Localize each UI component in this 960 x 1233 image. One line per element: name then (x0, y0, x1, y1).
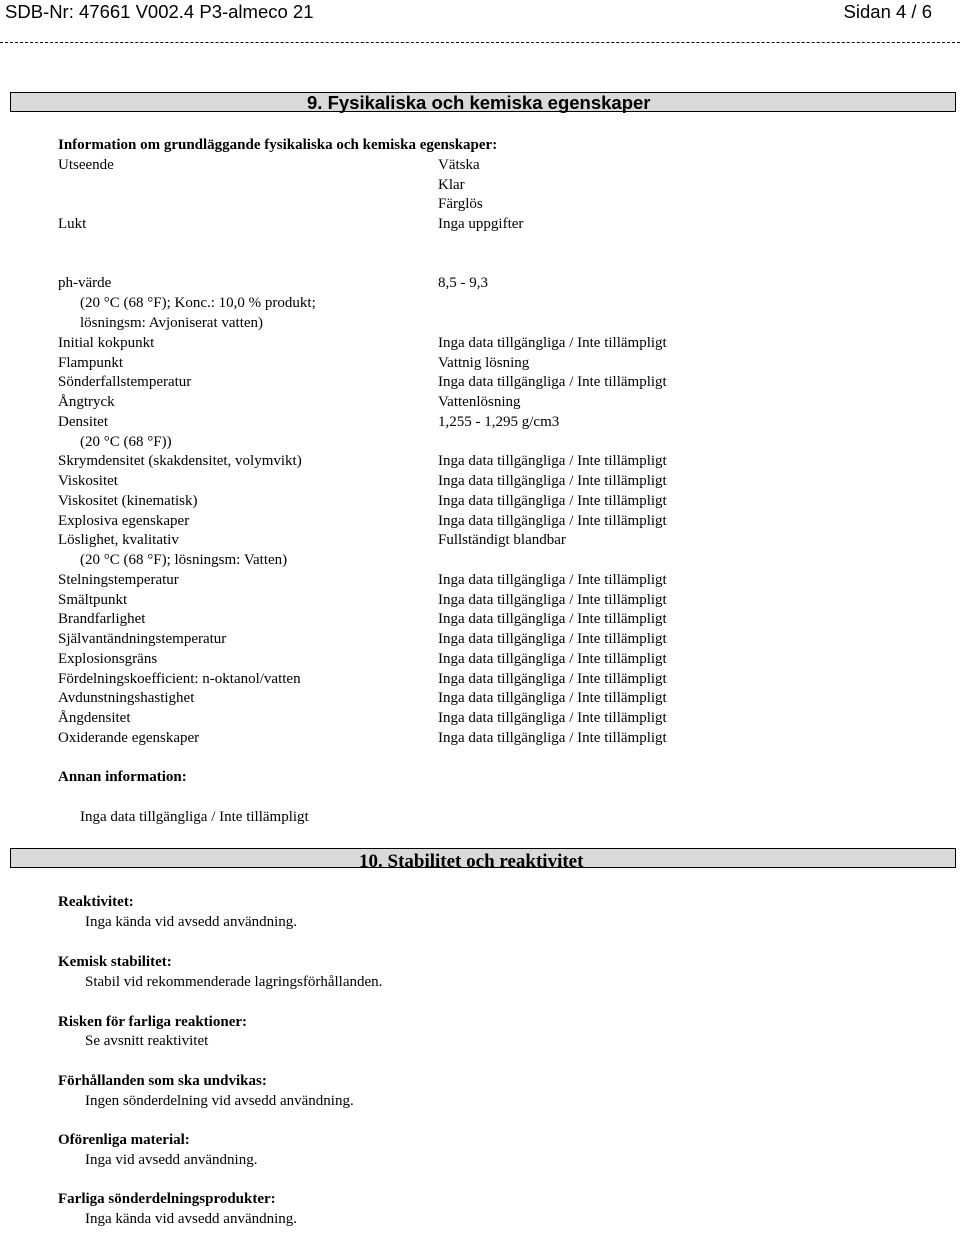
property-value: Inga data tillgängliga / Inte tillämpligt (438, 493, 667, 509)
property-label: Avdunstningshastighet (58, 690, 195, 706)
solubility-condition: (20 °C (68 °F); lösningsm: Vatten) (80, 552, 288, 568)
property-label: Skrymdensitet (skakdensitet, volymvikt) (58, 453, 302, 469)
section-10-title-bar (10, 848, 956, 872)
ph-condition-line-1: (20 °C (68 °F); Konc.: 10,0 % produkt; (80, 295, 316, 311)
property-value: Inga data tillgängliga / Inte tillämpligt (438, 592, 667, 608)
decomposition-products-heading: Farliga sönderdelningsprodukter: (58, 1191, 276, 1207)
property-value: Inga data tillgängliga / Inte tillämpligt (438, 473, 667, 489)
odor-label: Lukt (58, 216, 87, 232)
appearance-value-color: Färglös (438, 196, 483, 212)
property-label: Sönderfallstemperatur (58, 374, 192, 390)
incompatible-materials-heading: Oförenliga material: (58, 1132, 190, 1148)
property-value: Inga data tillgängliga / Inte tillämpligt (438, 513, 667, 529)
reactivity-text: Inga kända vid avsedd användning. (85, 914, 298, 930)
header-divider (0, 42, 960, 43)
property-label: Ångdensitet (58, 710, 131, 726)
header-page-number: Sidan 4 / 6 (843, 1, 932, 22)
property-value: Inga data tillgängliga / Inte tillämpligt (438, 453, 667, 469)
property-value: Inga data tillgängliga / Inte tillämpligt (438, 710, 667, 726)
property-value: Vattnig lösning (438, 355, 530, 371)
hazardous-reactions-text: Se avsnitt reaktivitet (85, 1033, 209, 1049)
property-label: Densitet (58, 414, 108, 430)
hazardous-reactions-heading: Risken för farliga reaktioner: (58, 1014, 248, 1030)
appearance-label: Utseende (58, 157, 114, 173)
property-label: Initial kokpunkt (58, 335, 155, 351)
property-label: Explosiva egenskaper (58, 513, 190, 529)
chemical-stability-heading: Kemisk stabilitet: (58, 954, 172, 970)
property-label: Självantändningstemperatur (58, 631, 227, 647)
property-label: Flampunkt (58, 355, 124, 371)
conditions-to-avoid-text: Ingen sönderdelning vid avsedd användning. (85, 1093, 354, 1109)
property-value: Inga data tillgängliga / Inte tillämpligt (438, 690, 667, 706)
incompatible-materials-text: Inga vid avsedd användning. (85, 1152, 258, 1168)
property-label: Stelningstemperatur (58, 572, 179, 588)
property-label: Explosionsgräns (58, 651, 158, 667)
ph-value: 8,5 - 9,3 (438, 275, 488, 291)
property-value: Inga data tillgängliga / Inte tillämpligt (438, 611, 667, 627)
property-label: Ångtryck (58, 394, 115, 410)
chemical-stability-text: Stabil vid rekommenderade lagringsförhållanden. (85, 974, 383, 990)
property-value: Inga data tillgängliga / Inte tillämpligt (438, 730, 667, 746)
property-value: Inga data tillgängliga / Inte tillämpligt (438, 631, 667, 647)
section-9-title-bar (10, 92, 956, 112)
property-value: 1,255 - 1,295 g/cm3 (438, 414, 560, 430)
property-label: Löslighet, kvalitativ (58, 532, 179, 548)
other-information-value: Inga data tillgängliga / Inte tillämpligt (80, 809, 309, 825)
property-label: Fördelningskoefficient: n-oktanol/vatten (58, 671, 301, 687)
reactivity-heading: Reaktivitet: (58, 894, 134, 910)
property-label: Viskositet (kinematisk) (58, 493, 198, 509)
property-value: Vattenlösning (438, 394, 521, 410)
property-value: Inga data tillgängliga / Inte tillämpligt (438, 374, 667, 390)
appearance-value-state: Vätska (438, 157, 480, 173)
property-label: Brandfarlighet (58, 611, 146, 627)
property-value: Inga data tillgängliga / Inte tillämpligt (438, 335, 667, 351)
property-label: Smältpunkt (58, 592, 128, 608)
property-label: Oxiderande egenskaper (58, 730, 200, 746)
ph-condition-line-2: lösningsm: Avjoniserat vatten) (80, 315, 264, 331)
property-label: Viskositet (58, 473, 118, 489)
property-value: Inga data tillgängliga / Inte tillämpligt (438, 651, 667, 667)
density-condition: (20 °C (68 °F)) (80, 434, 172, 450)
appearance-value-clarity: Klar (438, 177, 465, 193)
property-value: Inga data tillgängliga / Inte tillämpligt (438, 671, 667, 687)
conditions-to-avoid-heading: Förhållanden som ska undvikas: (58, 1073, 267, 1089)
section-9-title: 9. Fysikaliska och kemiska egenskaper (307, 92, 651, 113)
decomposition-products-text: Inga kända vid avsedd användning. (85, 1211, 298, 1227)
header-document-info: SDB-Nr: 47661 V002.4 P3-almeco 21 (5, 1, 314, 22)
basic-properties-heading: Information om grundläggande fysikaliska och kemiska egenskaper: (58, 137, 498, 153)
property-value: Inga data tillgängliga / Inte tillämpligt (438, 572, 667, 588)
ph-label: ph-värde (58, 275, 112, 291)
odor-value: Inga uppgifter (438, 216, 524, 232)
other-information-heading: Annan information: (58, 769, 187, 785)
section-10-title: 10. Stabilitet och reaktivitet (359, 851, 584, 872)
property-value: Fullständigt blandbar (438, 532, 566, 548)
